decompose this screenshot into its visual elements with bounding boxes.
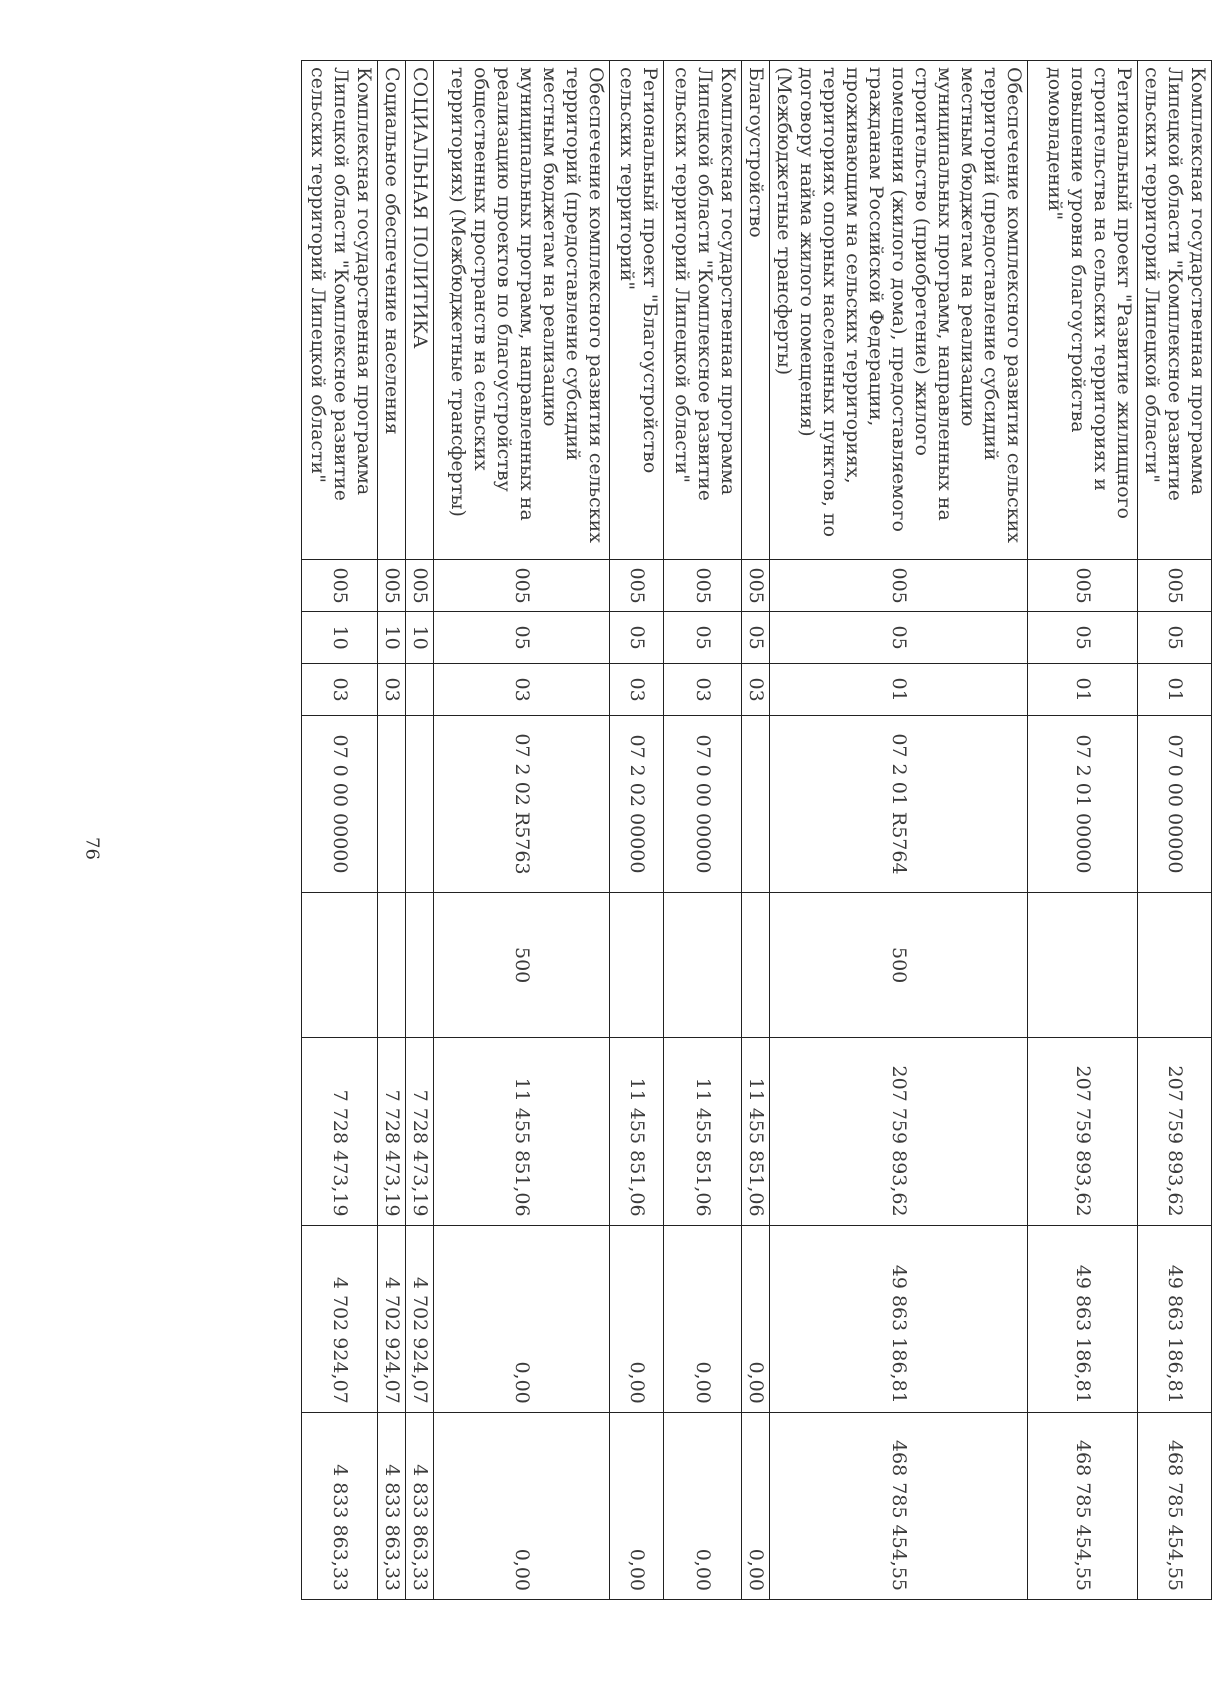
row-amount-1: 207 759 893,62 bbox=[1138, 1038, 1212, 1225]
row-name: Комплексная государственная программа Липецкой области "Комплексное развитие сельских территорий Липецкой области" bbox=[1138, 61, 1212, 560]
row-admin-code: 005 bbox=[378, 560, 406, 612]
row-subsection bbox=[406, 664, 434, 716]
row-expense-type bbox=[610, 892, 664, 1038]
row-amount-2: 0,00 bbox=[664, 1225, 742, 1412]
row-amount-3: 4 833 863,33 bbox=[378, 1412, 406, 1599]
row-name: Комплексная государственная программа Липецкой области "Комплексное развитие сельских территорий Липецкой области" bbox=[664, 61, 742, 560]
row-amount-2: 49 863 186,81 bbox=[770, 1225, 1028, 1412]
row-subsection: 01 bbox=[770, 664, 1028, 716]
row-amount-2: 0,00 bbox=[742, 1225, 770, 1412]
row-admin-code: 005 bbox=[302, 560, 378, 612]
row-name: Обеспечение комплексного развития сельских территорий (предоставление субсидий местным бюджетам на реализацию муниципальных программ, направленных на строительство (приобретение) жилого помещения (жилого дома), предоставляемого гражданам Российской Федерации, проживающим на сельских территориях, территориях опорных населенных пунктов, по договору найма жилого помещения) (Межбюджетные трансферты) bbox=[770, 61, 1028, 560]
table-row bbox=[378, 61, 406, 1600]
row-expense-type bbox=[1138, 892, 1212, 1038]
page-number: 76 bbox=[81, 837, 103, 860]
row-section: 05 bbox=[434, 612, 610, 664]
row-amount-3: 468 785 454,55 bbox=[1028, 1412, 1138, 1599]
row-expense-type bbox=[742, 892, 770, 1038]
row-subsection: 03 bbox=[378, 664, 406, 716]
row-target-article: 07 0 00 00000 bbox=[664, 716, 742, 893]
row-amount-2: 0,00 bbox=[434, 1225, 610, 1412]
row-amount-2: 49 863 186,81 bbox=[1138, 1225, 1212, 1412]
row-amount-2: 4 702 924,07 bbox=[378, 1225, 406, 1412]
row-target-article: 07 0 00 00000 bbox=[1138, 716, 1212, 893]
row-target-article: 07 2 01 R5764 bbox=[770, 716, 1028, 893]
row-name: Комплексная государственная программа Липецкой области "Комплексное развитие сельских территорий Липецкой области" bbox=[302, 61, 378, 560]
row-amount-3: 0,00 bbox=[434, 1412, 610, 1599]
row-expense-type bbox=[664, 892, 742, 1038]
table-row bbox=[742, 61, 770, 1600]
row-amount-2: 49 863 186,81 bbox=[1028, 1225, 1138, 1412]
row-section: 05 bbox=[1138, 612, 1212, 664]
row-admin-code: 005 bbox=[434, 560, 610, 612]
row-amount-3: 0,00 bbox=[742, 1412, 770, 1599]
row-admin-code: 005 bbox=[742, 560, 770, 612]
row-name: Социальное обеспечение населения bbox=[378, 61, 406, 560]
table-row bbox=[610, 61, 664, 1600]
row-target-article bbox=[378, 716, 406, 893]
table-row bbox=[1028, 61, 1138, 1600]
row-amount-1: 11 455 851,06 bbox=[742, 1038, 770, 1225]
row-amount-1: 11 455 851,06 bbox=[434, 1038, 610, 1225]
row-amount-1: 7 728 473,19 bbox=[406, 1038, 434, 1225]
row-subsection: 01 bbox=[1138, 664, 1212, 716]
row-amount-1: 11 455 851,06 bbox=[610, 1038, 664, 1225]
row-subsection: 01 bbox=[1028, 664, 1138, 716]
row-amount-3: 4 833 863,33 bbox=[406, 1412, 434, 1599]
row-name: Обеспечение комплексного развития сельских территорий (предоставление субсидий местным бюджетам на реализацию муниципальных программ, направленных на реализацию проектов по благоустройству общественных пространств на сельских территориях) (Межбюджетные трансферты) bbox=[434, 61, 610, 560]
row-expense-type: 500 bbox=[434, 892, 610, 1038]
row-amount-2: 0,00 bbox=[610, 1225, 664, 1412]
row-name: СОЦИАЛЬНАЯ ПОЛИТИКА bbox=[406, 61, 434, 560]
row-subsection: 03 bbox=[610, 664, 664, 716]
row-amount-2: 4 702 924,07 bbox=[406, 1225, 434, 1412]
table-row bbox=[664, 61, 742, 1600]
row-amount-1: 207 759 893,62 bbox=[1028, 1038, 1138, 1225]
row-name: Региональный проект "Благоустройство сельских территорий" bbox=[610, 61, 664, 560]
row-admin-code: 005 bbox=[664, 560, 742, 612]
row-name: Благоустройство bbox=[742, 61, 770, 560]
row-expense-type bbox=[302, 892, 378, 1038]
row-amount-2: 4 702 924,07 bbox=[302, 1225, 378, 1412]
row-section: 10 bbox=[302, 612, 378, 664]
row-name: Региональный проект "Развитие жилищного строительства на сельских территориях и повышение уровня благоустройства домовладений" bbox=[1028, 61, 1138, 560]
row-target-article: 07 2 02 00000 bbox=[610, 716, 664, 893]
row-subsection: 03 bbox=[742, 664, 770, 716]
budget-table bbox=[301, 60, 1212, 1600]
table-row bbox=[406, 61, 434, 1600]
row-admin-code: 005 bbox=[770, 560, 1028, 612]
row-amount-1: 11 455 851,06 bbox=[664, 1038, 742, 1225]
row-amount-3: 468 785 454,55 bbox=[1138, 1412, 1212, 1599]
row-target-article bbox=[742, 716, 770, 893]
row-admin-code: 005 bbox=[1028, 560, 1138, 612]
table-row bbox=[770, 61, 1028, 1600]
row-admin-code: 005 bbox=[610, 560, 664, 612]
row-section: 05 bbox=[610, 612, 664, 664]
row-target-article bbox=[406, 716, 434, 893]
row-amount-1: 7 728 473,19 bbox=[378, 1038, 406, 1225]
table-row bbox=[302, 61, 378, 1600]
row-subsection: 03 bbox=[434, 664, 610, 716]
row-target-article: 07 2 02 R5763 bbox=[434, 716, 610, 893]
row-section: 10 bbox=[406, 612, 434, 664]
row-admin-code: 005 bbox=[406, 560, 434, 612]
row-section: 05 bbox=[664, 612, 742, 664]
row-amount-1: 207 759 893,62 bbox=[770, 1038, 1028, 1225]
row-target-article: 07 2 01 00000 bbox=[1028, 716, 1138, 893]
row-expense-type bbox=[1028, 892, 1138, 1038]
row-amount-3: 0,00 bbox=[664, 1412, 742, 1599]
row-subsection: 03 bbox=[664, 664, 742, 716]
row-amount-1: 7 728 473,19 bbox=[302, 1038, 378, 1225]
row-admin-code: 005 bbox=[1138, 560, 1212, 612]
row-section: 10 bbox=[378, 612, 406, 664]
table-row bbox=[434, 61, 610, 1600]
row-amount-3: 0,00 bbox=[610, 1412, 664, 1599]
row-expense-type: 500 bbox=[770, 892, 1028, 1038]
row-section: 05 bbox=[1028, 612, 1138, 664]
row-expense-type bbox=[406, 892, 434, 1038]
row-target-article: 07 0 00 00000 bbox=[302, 716, 378, 893]
table-row bbox=[1138, 61, 1212, 1600]
row-amount-3: 468 785 454,55 bbox=[770, 1412, 1028, 1599]
row-amount-3: 4 833 863,33 bbox=[302, 1412, 378, 1599]
row-section: 05 bbox=[742, 612, 770, 664]
row-expense-type bbox=[378, 892, 406, 1038]
row-section: 05 bbox=[770, 612, 1028, 664]
row-subsection: 03 bbox=[302, 664, 378, 716]
budget-table-rotated bbox=[212, 60, 1212, 1600]
